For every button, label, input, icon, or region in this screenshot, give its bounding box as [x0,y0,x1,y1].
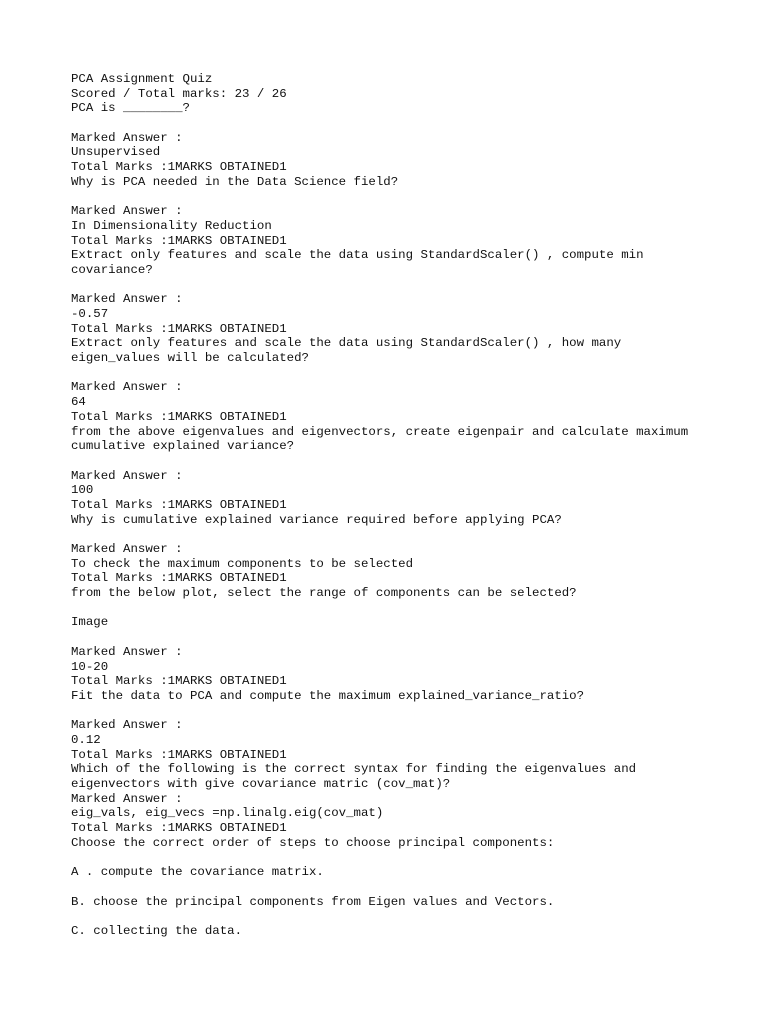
quiz-results-document [71,72,751,939]
marked-answer-label: Marked Answer : [71,644,183,659]
marked-answer-label: Marked Answer : [71,292,183,307]
marks-obtained: Total Marks :1MARKS OBTAINED1 [71,747,287,762]
score-summary: Scored / Total marks: 23 / 26 [71,86,287,101]
question-text: covariance? [71,262,153,277]
marked-answer-label: Marked Answer : [71,718,183,733]
marked-answer-label: Marked Answer : [71,791,183,806]
marked-answer-value: 10-20 [71,659,109,674]
spacer [71,850,751,865]
spacer [71,366,751,381]
question-text: from the below plot, select the range of components can be selected? [71,586,577,601]
marks-obtained: Total Marks :1MARKS OBTAINED1 [71,409,287,424]
question-text: Why is cumulative explained variance required before applying PCA? [71,512,562,527]
spacer [71,527,751,542]
marked-answer-value: eig_vals, eig_vecs =np.linalg.eig(cov_mat) [71,806,384,821]
marks-obtained: Total Marks :1MARKS OBTAINED1 [71,571,287,586]
question-text: Choose the correct order of steps to choose principal components: [71,835,555,850]
marked-answer-label: Marked Answer : [71,542,183,556]
question-text: cumulative explained variance? [71,439,295,454]
spacer [71,278,751,293]
marks-obtained: Total Marks :1MARKS OBTAINED1 [71,497,287,512]
marks-obtained: Total Marks :1MARKS OBTAINED1 [71,321,287,336]
spacer [71,704,751,719]
question-text: from the above eigenvalues and eigenvectors, create eigenpair and calculate maximum [71,424,689,439]
question-text: eigenvectors with give covariance matric (cov_mat)? [71,777,451,791]
marked-answer-value: 100 [71,483,94,498]
question-text: Extract only features and scale the data using StandardScaler() , how many [71,336,622,351]
spacer [71,630,751,645]
marked-answer-value: To check the maximum components to be selected [71,556,414,571]
question-text: Extract only features and scale the data using StandardScaler() , compute min [71,248,644,263]
spacer [71,454,751,469]
marked-answer-label: Marked Answer : [71,380,183,395]
spacer [71,880,751,895]
quiz-title: PCA Assignment Quiz [71,72,213,86]
marks-obtained: Total Marks :1MARKS OBTAINED1 [71,821,287,836]
question-text: PCA is ________? [71,101,190,116]
question-text: Fit the data to PCA and compute the maximum explained_variance_ratio? [71,688,585,703]
option-c: C. collecting the data. [71,923,243,938]
spacer [71,190,751,205]
question-text: eigen_values will be calculated? [71,351,309,366]
marks-obtained: Total Marks :1MARKS OBTAINED1 [71,233,287,248]
spacer [71,601,751,616]
marks-obtained: Total Marks :1MARKS OBTAINED1 [71,674,287,689]
spacer [71,116,751,131]
question-text: Which of the following is the correct syntax for finding the eigenvalues and [71,762,637,777]
marked-answer-value: 0.12 [71,732,101,747]
question-text: Why is PCA needed in the Data Science field? [71,174,399,189]
marked-answer-value: -0.57 [71,307,109,321]
option-a: A . compute the covariance matrix. [71,865,324,880]
spacer [71,909,751,924]
marked-answer-label: Marked Answer : [71,204,183,219]
marked-answer-value: In Dimensionality Reduction [71,218,272,233]
marks-obtained: Total Marks :1MARKS OBTAINED1 [71,160,287,175]
marked-answer-label: Marked Answer : [71,130,183,145]
image-placeholder: Image [71,615,109,630]
marked-answer-label: Marked Answer : [71,468,183,483]
option-b: B. choose the principal components from Eigen values and Vectors. [71,894,555,909]
marked-answer-value: 64 [71,395,86,410]
marked-answer-value: Unsupervised [71,145,161,160]
